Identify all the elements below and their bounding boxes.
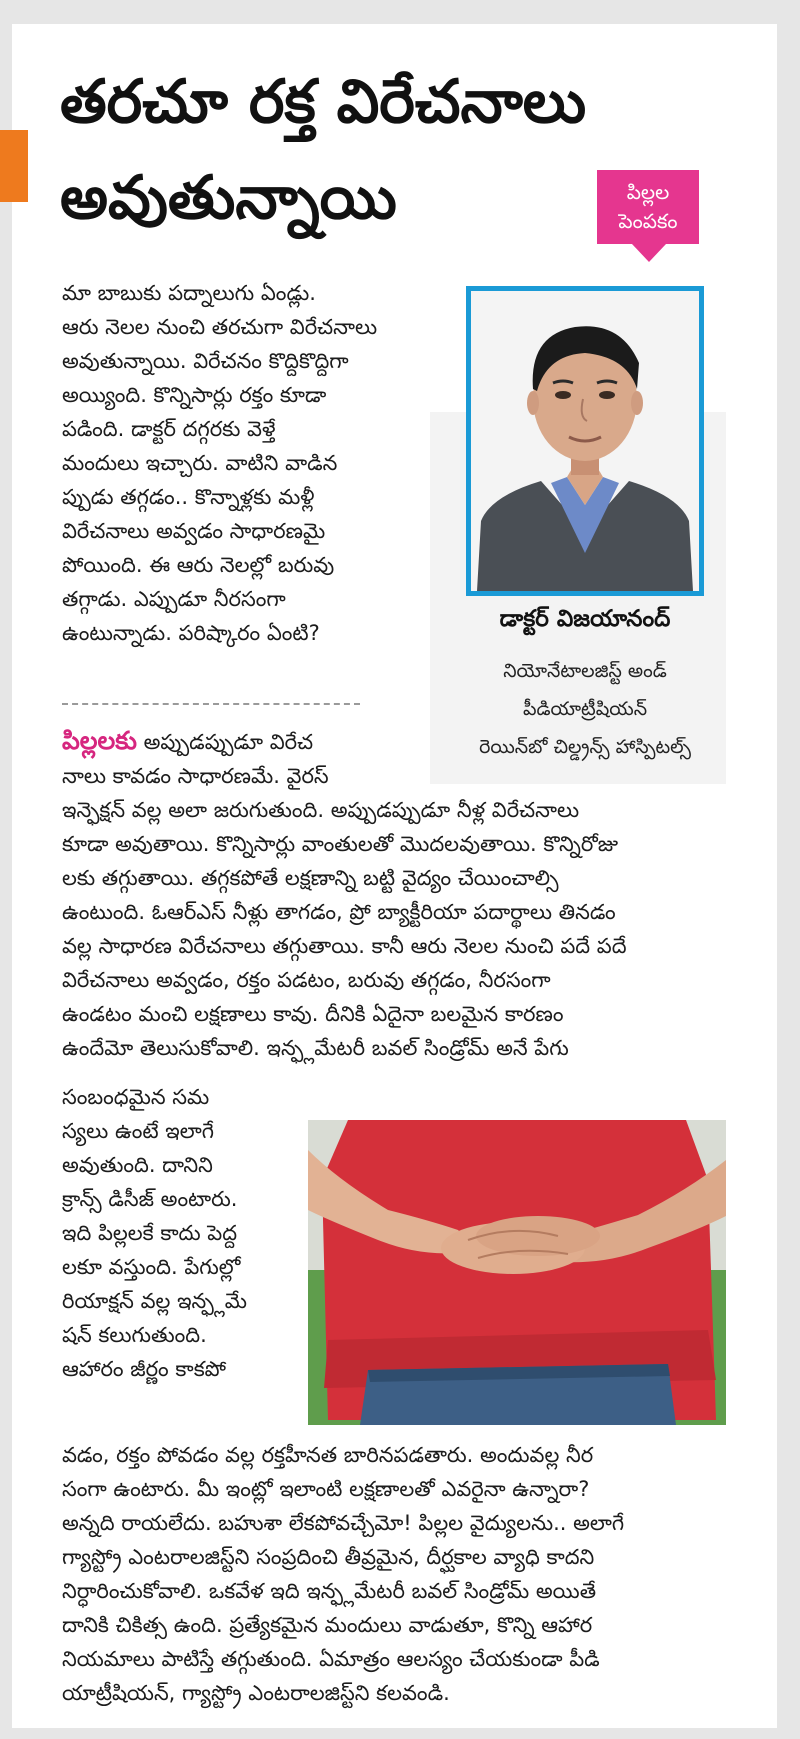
question-answer-divider <box>62 703 360 705</box>
answer-first-line-rest: అప్పుడప్పుడూ విరేచ <box>136 730 314 754</box>
answer-tail-line: నిర్ధారించుకోవాలి. ఒకవేళ ఇది ఇన్ఫ్లమేటరీ బవల్ సిండ్రోమ్ అయితే <box>62 1579 597 1603</box>
answer-tail-line: అన్నది రాయలేదు. బహుశా లేకపోవచ్చేమో! పిల్లల వైద్యులను.. అలాగే <box>62 1511 625 1535</box>
doctor-answer <box>62 724 627 1065</box>
answer-tail-line: సంగా ఉంటారు. మీ ఇంట్లో ఇలాంటి లక్షణాలతో ఎవరైనా ఉన్నారా? <box>62 1477 590 1501</box>
answer-side-line: లకూ వస్తుంది. పేగుల్లో <box>62 1255 241 1279</box>
doctor-hospital: రెయిన్‌బో చిల్డ్రన్స్ హాస్పిటల్స్ <box>479 736 691 758</box>
question-line: ప్పుడు తగ్గడం.. కొన్నాళ్లకు మళ్లీ <box>62 485 315 509</box>
answer-side-line: స్యలు ఉంటే ఇలాగే <box>62 1119 214 1143</box>
answer-side-line: ఆహారం జీర్ణం కాకపో <box>62 1357 227 1381</box>
answer-side-line: సంబంధమైన సమ <box>62 1085 210 1109</box>
section-tag-line-1: పిల్లల <box>626 180 670 204</box>
doctor-portrait-image <box>471 291 699 591</box>
section-tag-text <box>597 178 699 236</box>
answer-tail-line: వడం, రక్తం పోవడం వల్ల రక్తహీనత బారినపడతారు. అందువల్ల నీర <box>62 1443 594 1467</box>
answer-tail <box>62 1438 624 1710</box>
section-tag-line-2: పెంపకం <box>618 209 678 233</box>
question-line: విరేచనాలు అవ్వడం సాధారణమై <box>62 519 326 543</box>
question-line: మందులు ఇచ్చారు. వాటిని వాడిన <box>62 451 338 475</box>
child-holding-stomach-image <box>308 1120 726 1425</box>
answer-line: ఇన్ఫెక్షన్ వల్ల అలా జరుగుతుంది. అప్పుడప్పుడూ నీళ్ల విరేచనాలు <box>62 798 580 822</box>
child-stomach-photo <box>308 1120 726 1425</box>
doctor-photo <box>466 286 704 596</box>
answer-line <box>62 724 627 759</box>
question-line: అవుతున్నాయి. విరేచనం కొద్దికొద్దిగా <box>62 349 349 373</box>
reader-question <box>62 276 377 650</box>
answer-lead-word: పిల్లలకు <box>62 726 137 755</box>
answer-line: ఉండటం మంచి లక్షణాలు కావు. దీనికి ఏదైనా బలమైన కారణం <box>62 1002 564 1026</box>
answer-tail-line: యాట్రీషియన్, గ్యాస్ట్రో ఎంటరాలజిస్ట్‌ని కలవండి. <box>62 1681 450 1705</box>
headline-line-2: అవుతున్నాయి <box>60 163 397 233</box>
answer-line: కూడా అవుతాయి. కొన్నిసార్లు వాంతులతో మొదలవుతాయి. కొన్నిరోజు <box>62 832 619 856</box>
answer-line: ఉంటుంది. ఓఆర్ఎస్ నీళ్లు తాగడం, ప్రో బ్యాక్టీరియా పదార్థాలు తినడం <box>62 900 616 924</box>
answer-side-line: రియాక్షన్ వల్ల ఇన్ఫ్లమే <box>62 1289 247 1313</box>
answer-tail-line: దానికి చికిత్స ఉంది. ప్రత్యేకమైన మందులు వాడుతూ, కొన్ని ఆహార <box>62 1613 593 1637</box>
section-accent-bar <box>0 130 28 202</box>
answer-side-line: షన్ కలుగుతుంది. <box>62 1323 207 1347</box>
answer-line: నాలు కావడం సాధారణమే. వైరస్ <box>62 764 329 788</box>
question-line: ఉంటున్నాడు. పరిష్కారం ఏంటి? <box>62 621 320 645</box>
question-line: ఆరు నెలల నుంచి తరచుగా విరేచనాలు <box>62 315 378 339</box>
question-line: మా బాబుకు పద్నాలుగు ఏండ్లు. <box>62 281 316 305</box>
question-line: పడింది. డాక్టర్ దగ్గరకు వెళ్తే <box>62 417 276 441</box>
answer-line: ఉందేమో తెలుసుకోవాలి. ఇన్ఫ్లమేటరీ బవల్ సిండ్రోమ్ అనే పేగు <box>62 1036 569 1060</box>
answer-line: విరేచనాలు అవ్వడం, రక్తం పడటం, బరువు తగ్గడం, నీరసంగా <box>62 968 551 992</box>
section-tag-pointer <box>632 244 666 262</box>
headline-line-1: తరచూ రక్త విరేచనాలు <box>60 67 587 137</box>
answer-side-column <box>62 1080 247 1386</box>
answer-side-line: అవుతుంది. దానిని <box>62 1153 213 1177</box>
answer-line: వల్ల సాధారణ విరేచనాలు తగ్గుతాయి. కానీ ఆరు నెలల నుంచి పదే పదే <box>62 934 627 958</box>
doctor-name: డాక్టర్ విజయానంద్ <box>499 606 671 632</box>
answer-line: లకు తగ్గుతాయి. తగ్గకపోతే లక్షణాన్ని బట్టి వైద్యం చేయించాల్సి <box>62 866 559 890</box>
question-line: అయ్యింది. కొన్నిసార్లు రక్తం కూడా <box>62 383 327 407</box>
answer-tail-line: నియమాలు పాటిస్తే తగ్గుతుంది. ఏమాత్రం ఆలస్యం చేయకుండా పీడి <box>62 1647 600 1671</box>
answer-side-line: క్రాన్స్ డిసీజ్ అంటారు. <box>62 1187 238 1211</box>
doctor-title-2: పీడియాట్రీషియన్ <box>522 698 648 720</box>
question-line: పోయింది. ఈ ఆరు నెలల్లో బరువు <box>62 553 335 577</box>
doctor-title-1: నియోనేటాలజిస్ట్ అండ్ <box>503 660 667 682</box>
question-line: తగ్గాడు. ఎప్పుడూ నీరసంగా <box>62 587 286 611</box>
answer-tail-line: గ్యాస్ట్రో ఎంటరాలజిస్ట్‌ని సంప్రదించి తీవ్రమైన, దీర్ఘకాల వ్యాధి కాదని <box>62 1545 595 1569</box>
answer-side-line: ఇది పిల్లలకే కాదు పెద్ద <box>62 1221 238 1245</box>
